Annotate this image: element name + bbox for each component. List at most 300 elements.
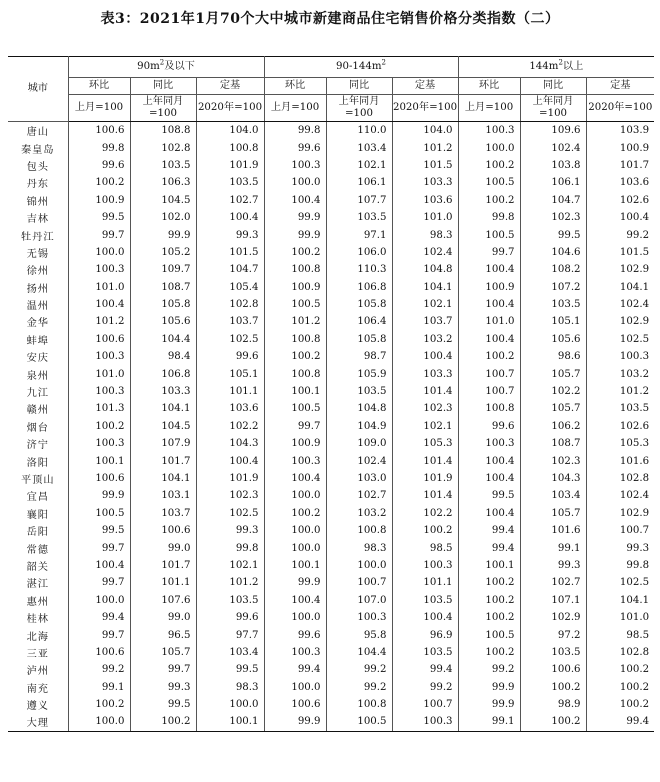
index-value: 100.2 <box>68 418 130 435</box>
index-value: 99.1 <box>458 713 520 731</box>
city-name: 牡丹江 <box>8 226 68 243</box>
index-value: 103.0 <box>326 470 392 487</box>
index-value: 104.7 <box>196 261 264 278</box>
index-value: 100.3 <box>68 261 130 278</box>
index-value: 100.2 <box>458 348 520 365</box>
index-value: 99.8 <box>458 209 520 226</box>
index-value: 103.3 <box>130 383 196 400</box>
base-header-last-month: 上月=100 <box>458 95 520 122</box>
index-value: 99.7 <box>68 539 130 556</box>
city-name: 常德 <box>8 539 68 556</box>
index-value: 100.8 <box>264 261 326 278</box>
index-value: 103.1 <box>130 487 196 504</box>
index-value: 99.9 <box>68 487 130 504</box>
table-row <box>8 400 654 417</box>
index-value: 99.3 <box>586 539 654 556</box>
index-value: 105.7 <box>130 644 196 661</box>
index-value: 100.0 <box>264 609 326 626</box>
city-name: 泉州 <box>8 365 68 382</box>
index-value: 105.6 <box>520 331 586 348</box>
index-value: 104.1 <box>586 279 654 296</box>
index-value: 99.0 <box>130 609 196 626</box>
index-value: 100.6 <box>68 122 130 140</box>
city-name: 济宁 <box>8 435 68 452</box>
index-value: 96.5 <box>130 626 196 643</box>
index-value: 101.6 <box>520 522 586 539</box>
index-value: 102.1 <box>392 296 458 313</box>
index-value: 100.4 <box>196 452 264 469</box>
index-value: 101.0 <box>586 609 654 626</box>
index-value: 109.7 <box>130 261 196 278</box>
index-value: 99.4 <box>264 661 326 678</box>
index-value: 99.6 <box>196 609 264 626</box>
index-value: 100.6 <box>520 661 586 678</box>
index-value: 100.0 <box>264 679 326 696</box>
index-value: 101.5 <box>392 157 458 174</box>
index-value: 99.9 <box>264 209 326 226</box>
index-value: 106.1 <box>326 174 392 191</box>
index-value: 100.8 <box>196 139 264 156</box>
index-value: 105.8 <box>326 331 392 348</box>
index-value: 104.1 <box>130 470 196 487</box>
index-value: 100.8 <box>326 696 392 713</box>
city-name: 无锡 <box>8 244 68 261</box>
table-row <box>8 487 654 504</box>
city-name: 韶关 <box>8 557 68 574</box>
index-value: 102.2 <box>520 383 586 400</box>
index-value: 101.1 <box>196 383 264 400</box>
index-value: 100.4 <box>68 557 130 574</box>
index-value: 100.3 <box>264 157 326 174</box>
city-name: 锦州 <box>8 192 68 209</box>
index-value: 102.8 <box>130 139 196 156</box>
table-row <box>8 365 654 382</box>
index-value: 110.0 <box>326 122 392 140</box>
index-value: 107.7 <box>326 192 392 209</box>
table-row <box>8 157 654 174</box>
index-value: 99.2 <box>326 661 392 678</box>
index-value: 100.2 <box>68 696 130 713</box>
index-value: 105.8 <box>130 296 196 313</box>
sub-header-yoy: 同比 <box>326 78 392 95</box>
index-value: 100.2 <box>130 713 196 731</box>
index-value: 100.0 <box>264 522 326 539</box>
index-value: 103.8 <box>520 157 586 174</box>
index-value: 101.5 <box>586 244 654 261</box>
index-value: 105.7 <box>520 365 586 382</box>
index-value: 100.3 <box>68 383 130 400</box>
index-value: 99.5 <box>196 661 264 678</box>
index-value: 100.4 <box>458 470 520 487</box>
index-value: 99.2 <box>326 679 392 696</box>
index-value: 97.7 <box>196 626 264 643</box>
sub-header-mom: 环比 <box>68 78 130 95</box>
table-row <box>8 331 654 348</box>
index-value: 99.4 <box>68 609 130 626</box>
index-value: 98.3 <box>326 539 392 556</box>
index-value: 99.5 <box>458 487 520 504</box>
index-value: 99.9 <box>264 226 326 243</box>
index-value: 100.5 <box>326 713 392 731</box>
index-value: 102.4 <box>586 487 654 504</box>
index-value: 100.7 <box>458 383 520 400</box>
index-value: 100.5 <box>458 626 520 643</box>
index-value: 103.4 <box>196 644 264 661</box>
index-value: 100.5 <box>458 174 520 191</box>
table-row <box>8 418 654 435</box>
index-value: 100.5 <box>68 505 130 522</box>
table-row <box>8 209 654 226</box>
index-value: 103.5 <box>196 174 264 191</box>
city-name: 泸州 <box>8 661 68 678</box>
index-value: 100.4 <box>392 609 458 626</box>
index-value: 100.4 <box>392 348 458 365</box>
index-value: 105.6 <box>130 313 196 330</box>
index-value: 100.9 <box>586 139 654 156</box>
index-value: 100.5 <box>264 400 326 417</box>
index-value: 99.4 <box>392 661 458 678</box>
table-row <box>8 452 654 469</box>
index-value: 106.3 <box>130 174 196 191</box>
index-value: 100.4 <box>264 592 326 609</box>
sub-header-fixed-base: 定基 <box>392 78 458 95</box>
index-value: 99.2 <box>586 226 654 243</box>
index-value: 99.1 <box>520 539 586 556</box>
index-value: 100.0 <box>264 174 326 191</box>
index-value: 104.7 <box>520 192 586 209</box>
index-value: 109.0 <box>326 435 392 452</box>
index-value: 100.2 <box>264 505 326 522</box>
index-value: 102.2 <box>196 418 264 435</box>
index-value: 98.9 <box>520 696 586 713</box>
table-row <box>8 174 654 191</box>
city-name: 丹东 <box>8 174 68 191</box>
index-value: 107.6 <box>130 592 196 609</box>
index-value: 101.1 <box>392 574 458 591</box>
table-row <box>8 592 654 609</box>
index-value: 105.7 <box>520 505 586 522</box>
index-value: 100.2 <box>458 574 520 591</box>
sub-header-mom: 环比 <box>458 78 520 95</box>
index-value: 99.5 <box>520 226 586 243</box>
index-value: 101.2 <box>196 574 264 591</box>
city-name: 吉林 <box>8 209 68 226</box>
index-value: 103.5 <box>326 383 392 400</box>
index-value: 100.9 <box>458 279 520 296</box>
index-value: 100.0 <box>264 487 326 504</box>
index-value: 103.9 <box>586 122 654 140</box>
index-value: 106.0 <box>326 244 392 261</box>
table-row <box>8 348 654 365</box>
city-name: 湛江 <box>8 574 68 591</box>
index-value: 108.8 <box>130 122 196 140</box>
group-header-small: $90m^2$及以下 <box>68 57 264 78</box>
base-header-last-year: 上年同月=100 <box>520 95 586 122</box>
index-value: 103.5 <box>520 296 586 313</box>
index-value: 106.4 <box>326 313 392 330</box>
index-value: 100.2 <box>520 679 586 696</box>
index-value: 105.3 <box>392 435 458 452</box>
index-value: 102.6 <box>586 192 654 209</box>
index-value: 103.5 <box>196 592 264 609</box>
index-value: 99.6 <box>264 139 326 156</box>
index-value: 98.5 <box>586 626 654 643</box>
index-value: 100.1 <box>264 557 326 574</box>
table-row <box>8 557 654 574</box>
index-value: 103.5 <box>130 157 196 174</box>
city-name: 蚌埠 <box>8 331 68 348</box>
index-value: 98.4 <box>130 348 196 365</box>
index-value: 100.7 <box>586 522 654 539</box>
index-value: 102.0 <box>130 209 196 226</box>
index-value: 103.6 <box>586 174 654 191</box>
index-value: 99.3 <box>520 557 586 574</box>
index-value: 101.2 <box>392 139 458 156</box>
index-value: 101.0 <box>458 313 520 330</box>
index-value: 105.8 <box>326 296 392 313</box>
index-value: 104.5 <box>130 192 196 209</box>
city-name: 大理 <box>8 713 68 731</box>
city-name: 安庆 <box>8 348 68 365</box>
index-value: 100.4 <box>264 470 326 487</box>
index-value: 100.2 <box>264 348 326 365</box>
index-value: 100.6 <box>130 522 196 539</box>
index-value: 100.8 <box>458 400 520 417</box>
table-row <box>8 661 654 678</box>
city-name: 北海 <box>8 626 68 643</box>
index-value: 100.7 <box>458 365 520 382</box>
city-name: 扬州 <box>8 279 68 296</box>
index-value: 100.3 <box>458 435 520 452</box>
index-value: 100.0 <box>68 244 130 261</box>
index-value: 99.9 <box>264 574 326 591</box>
index-value: 104.3 <box>520 470 586 487</box>
index-value: 100.4 <box>196 209 264 226</box>
index-value: 103.3 <box>392 365 458 382</box>
base-header-last-month: 上月=100 <box>68 95 130 122</box>
index-value: 101.9 <box>392 470 458 487</box>
index-value: 99.8 <box>68 139 130 156</box>
index-value: 99.3 <box>196 226 264 243</box>
index-value: 99.2 <box>458 661 520 678</box>
table-row <box>8 192 654 209</box>
index-value: 106.8 <box>326 279 392 296</box>
index-value: 104.8 <box>392 261 458 278</box>
index-value: 101.2 <box>264 313 326 330</box>
index-value: 100.3 <box>392 713 458 731</box>
index-value: 100.3 <box>326 609 392 626</box>
index-value: 101.6 <box>586 452 654 469</box>
index-value: 100.1 <box>264 383 326 400</box>
index-value: 110.3 <box>326 261 392 278</box>
index-value: 102.7 <box>520 574 586 591</box>
index-value: 104.1 <box>392 279 458 296</box>
base-header-last-year: 上年同月=100 <box>130 95 196 122</box>
index-value: 102.4 <box>520 139 586 156</box>
index-value: 99.5 <box>130 696 196 713</box>
index-value: 108.7 <box>130 279 196 296</box>
index-value: 105.9 <box>326 365 392 382</box>
index-value: 102.4 <box>326 452 392 469</box>
city-name: 九江 <box>8 383 68 400</box>
table-body <box>8 122 654 732</box>
index-value: 102.9 <box>586 313 654 330</box>
index-value: 99.7 <box>458 244 520 261</box>
index-value: 100.0 <box>196 696 264 713</box>
city-name: 唐山 <box>8 122 68 140</box>
index-value: 103.6 <box>196 400 264 417</box>
index-value: 103.6 <box>392 192 458 209</box>
index-value: 102.6 <box>586 418 654 435</box>
index-value: 101.0 <box>392 209 458 226</box>
index-value: 99.8 <box>196 539 264 556</box>
index-value: 102.5 <box>586 574 654 591</box>
index-value: 101.4 <box>392 452 458 469</box>
table-row <box>8 261 654 278</box>
city-name: 桂林 <box>8 609 68 626</box>
index-value: 100.2 <box>520 713 586 731</box>
index-value: 104.1 <box>130 400 196 417</box>
index-value: 102.4 <box>392 244 458 261</box>
index-value: 99.7 <box>68 574 130 591</box>
index-value: 102.5 <box>586 331 654 348</box>
index-value: 104.6 <box>520 244 586 261</box>
city-name: 秦皇岛 <box>8 139 68 156</box>
index-value: 107.0 <box>326 592 392 609</box>
index-value: 101.7 <box>130 557 196 574</box>
sub-header-yoy: 同比 <box>130 78 196 95</box>
index-value: 100.0 <box>264 539 326 556</box>
group-header-large: $144m^2$以上 <box>458 57 654 78</box>
table-row <box>8 696 654 713</box>
index-value: 100.2 <box>458 192 520 209</box>
index-value: 103.5 <box>326 209 392 226</box>
index-value: 99.8 <box>264 122 326 140</box>
base-header-2020: 2020年=100 <box>196 95 264 122</box>
index-value: 102.1 <box>326 157 392 174</box>
index-value: 100.6 <box>68 644 130 661</box>
index-value: 100.3 <box>68 348 130 365</box>
index-value: 101.5 <box>196 244 264 261</box>
index-value: 100.3 <box>458 122 520 140</box>
table-row <box>8 139 654 156</box>
city-name: 洛阳 <box>8 452 68 469</box>
index-value: 103.7 <box>392 313 458 330</box>
index-value: 100.3 <box>264 452 326 469</box>
index-value: 104.3 <box>196 435 264 452</box>
index-value: 99.7 <box>264 418 326 435</box>
index-value: 100.3 <box>68 435 130 452</box>
index-value: 98.6 <box>520 348 586 365</box>
index-value: 96.9 <box>392 626 458 643</box>
table-row <box>8 679 654 696</box>
index-value: 100.2 <box>392 522 458 539</box>
index-value: 100.1 <box>458 557 520 574</box>
index-value: 104.1 <box>586 592 654 609</box>
table-row <box>8 296 654 313</box>
index-value: 99.9 <box>264 713 326 731</box>
index-value: 103.7 <box>196 313 264 330</box>
index-value: 101.0 <box>68 279 130 296</box>
price-index-table <box>8 56 654 732</box>
table-row <box>8 644 654 661</box>
city-name: 徐州 <box>8 261 68 278</box>
table-row <box>8 522 654 539</box>
table-row <box>8 279 654 296</box>
index-value: 100.7 <box>392 696 458 713</box>
table-row <box>8 626 654 643</box>
table-row <box>8 505 654 522</box>
index-value: 100.9 <box>264 435 326 452</box>
index-value: 100.3 <box>586 348 654 365</box>
index-value: 99.6 <box>458 418 520 435</box>
city-name: 三亚 <box>8 644 68 661</box>
index-value: 100.4 <box>458 505 520 522</box>
base-header-2020: 2020年=100 <box>586 95 654 122</box>
index-value: 100.9 <box>68 192 130 209</box>
index-value: 104.5 <box>130 418 196 435</box>
index-value: 100.6 <box>264 696 326 713</box>
city-name: 金华 <box>8 313 68 330</box>
index-value: 103.7 <box>130 505 196 522</box>
index-value: 100.8 <box>264 365 326 382</box>
index-value: 102.3 <box>196 487 264 504</box>
index-value: 100.4 <box>68 296 130 313</box>
table-row <box>8 539 654 556</box>
index-value: 100.8 <box>264 331 326 348</box>
index-value: 102.5 <box>196 505 264 522</box>
index-value: 103.2 <box>326 505 392 522</box>
table-row <box>8 383 654 400</box>
index-value: 100.2 <box>458 609 520 626</box>
index-value: 100.0 <box>326 557 392 574</box>
city-name: 烟台 <box>8 418 68 435</box>
city-name: 惠州 <box>8 592 68 609</box>
index-value: 106.2 <box>520 418 586 435</box>
index-value: 103.2 <box>586 365 654 382</box>
index-value: 105.1 <box>520 313 586 330</box>
city-name: 南充 <box>8 679 68 696</box>
index-value: 101.4 <box>392 487 458 504</box>
index-value: 100.3 <box>264 644 326 661</box>
index-value: 102.1 <box>196 557 264 574</box>
city-column-header: 城市 <box>8 57 68 122</box>
table-row <box>8 435 654 452</box>
base-header-last-year: 上年同月=100 <box>326 95 392 122</box>
index-value: 100.2 <box>586 696 654 713</box>
group-header-medium: $90-144m^2$ <box>264 57 458 78</box>
index-value: 105.2 <box>130 244 196 261</box>
index-value: 104.8 <box>326 400 392 417</box>
index-value: 104.4 <box>130 331 196 348</box>
index-value: 98.3 <box>392 226 458 243</box>
index-value: 100.6 <box>68 470 130 487</box>
index-value: 104.0 <box>392 122 458 140</box>
index-value: 103.2 <box>392 331 458 348</box>
index-value: 99.7 <box>68 226 130 243</box>
index-value: 99.9 <box>130 226 196 243</box>
index-value: 99.6 <box>196 348 264 365</box>
index-value: 99.3 <box>196 522 264 539</box>
table-row <box>8 226 654 243</box>
index-value: 99.7 <box>68 626 130 643</box>
index-value: 100.2 <box>458 592 520 609</box>
index-value: 99.5 <box>68 522 130 539</box>
index-value: 103.5 <box>392 592 458 609</box>
index-value: 106.8 <box>130 365 196 382</box>
index-value: 101.2 <box>68 313 130 330</box>
page-title: 表3：2021年1月70个大中城市新建商品住宅销售价格分类指数（二） <box>100 11 560 27</box>
